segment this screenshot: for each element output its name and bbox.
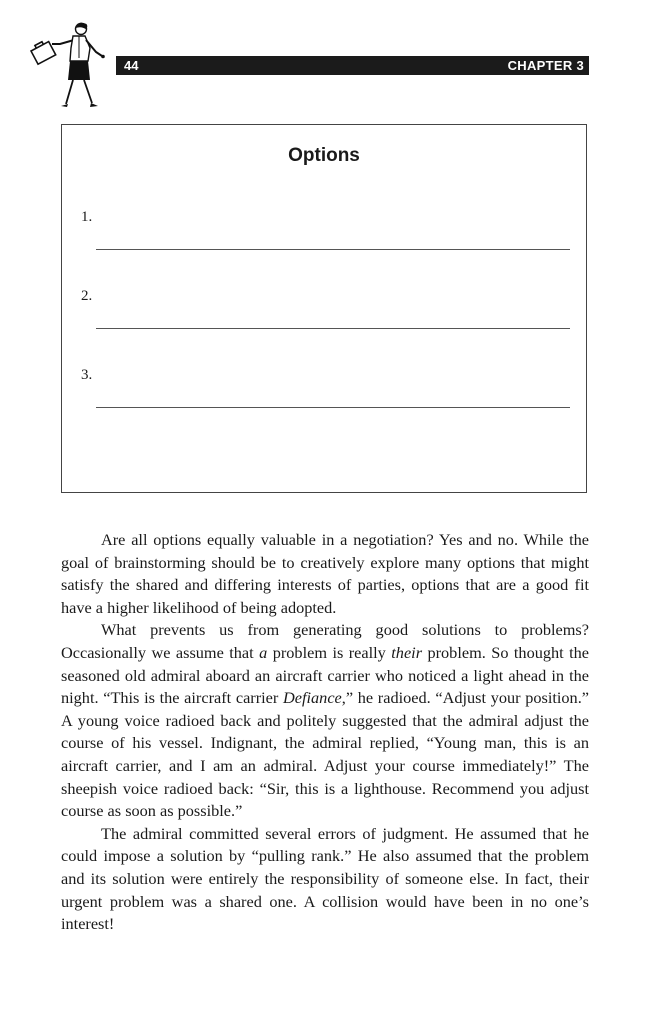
page-header-bar [116, 56, 589, 75]
page-number: 44 [124, 58, 139, 73]
paragraph-1: Are all options equally valuable in a negotiation? Yes and no. While the goal of brainstorming should be to creatively explore many options that might satisfy the shared and differing interests of parties, options that are a good fit have a higher likelihood of being adopted. [61, 530, 589, 617]
body-text [61, 529, 589, 936]
paragraph-3: The admiral committed several errors of judgment. He assumed that he could impose a solution by “pulling rank.” He also assumed that the problem and its solution were entirely the responsibility of someone else. In fact, their urgent problem was a shared one. A collision would have been in no one’s interest! [61, 823, 589, 934]
option-answer-line-3 [96, 407, 570, 408]
paragraph-2: What prevents us from generating good solutions to problems? Occasionally we assume that a problem is really their problem. So thought the seasoned old admiral aboard an aircraft carrier who noticed a light ahead in the night. “This is the aircraft carrier Defiance,” he radioed. “Adjust your position.” A young voice radioed back and politely suggested that the admiral adjust the course of his vessel. Indignant, the admiral replied, “Young man, this is an aircraft carrier, and I am an admiral. Adjust your course immediately!” The sheepish voice radioed back: “Sir, this is a lighthouse. Recommend you adjust course as soon as possible.” [61, 620, 590, 821]
options-worksheet-box [61, 124, 587, 493]
businesswoman-with-briefcase-icon [30, 18, 110, 110]
option-answer-line-2 [96, 328, 570, 329]
option-number-2: 2. [81, 288, 93, 304]
chapter-label: CHAPTER 3 [507, 58, 584, 73]
option-number-3: 3. [81, 367, 93, 383]
option-number-1: 1. [81, 209, 93, 225]
option-answer-line-1 [96, 249, 570, 250]
options-title: Options [288, 145, 360, 166]
